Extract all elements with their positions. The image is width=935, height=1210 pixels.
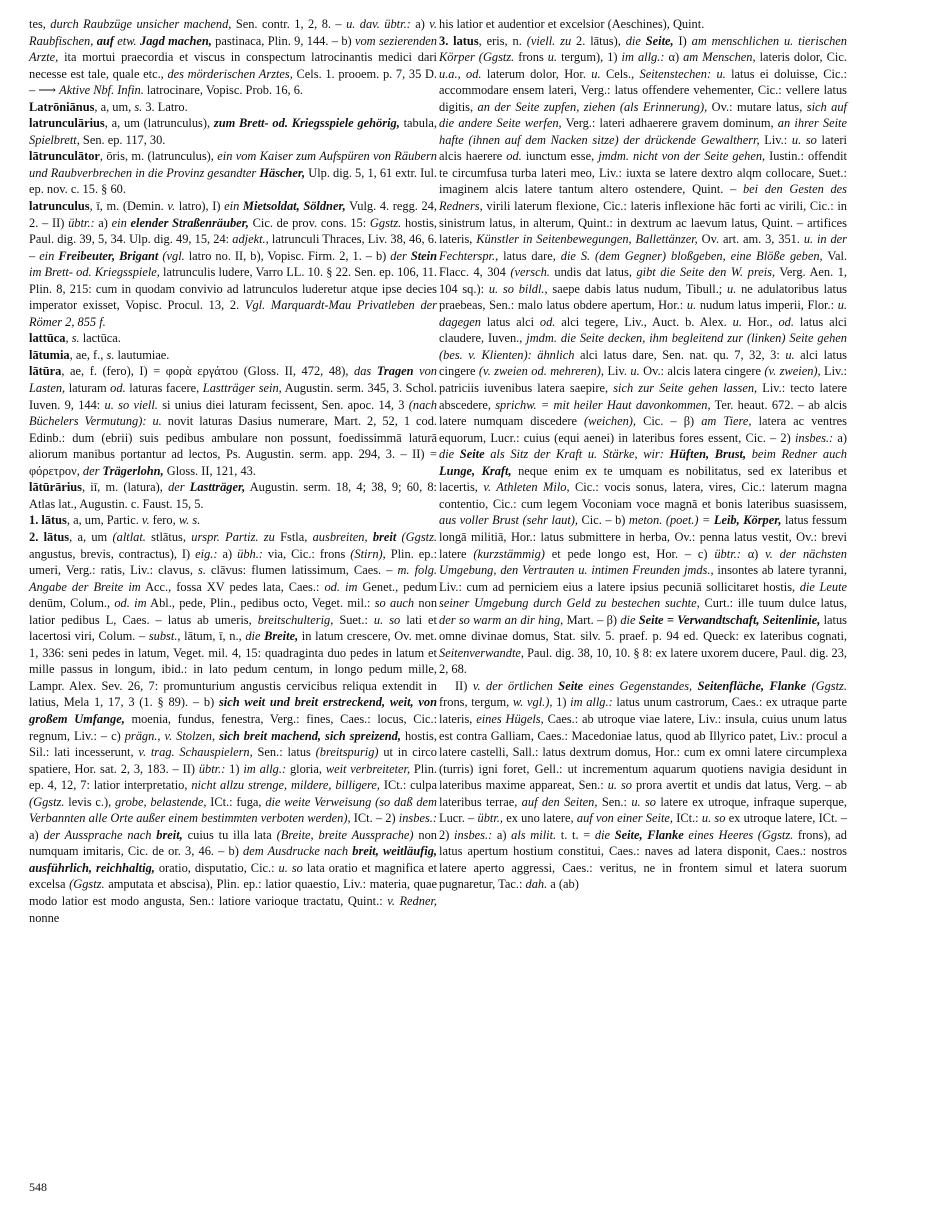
entry-latura: lātūra, ae, f. (fero), I) = φορὰ εργάτου (Gloss. II, 472, 48), das Tragen von Lasten, laturam od. laturas facere, Lastträger sein, Augustin. serm. 345, 3. Schol. Iuven. 9, 144: u. so viell. si unius diei laturam fecissent, Sen. apoc. 14, 3 (nach Büchelers Vermutung): u. novit laturas Dasius numerare, Mart. 2, 52, 1 cod. Edinb.: dum (ebrii) suis pedibus ambulare non possunt, foedissimmā laturā aliorum manibus portantur ad lectos, Ps. Augustin. serm. app. 294, 3. – II) = φόρετρον, der Trägerlohn, Gloss. II, 121, 43. (29, 364, 437, 478)
entry-paragraph: his latior et audentior et excelsior (Aeschines), Quint. (439, 17, 705, 31)
entry-latumia: lātumia, ae, f., s. lautumiae. (29, 347, 170, 362)
entry-latrunculator: lātrunculātor, ōris, m. (latrunculus), ein vom Kaiser zum Aufspüren von Räubern und Raubverbrechen in die Provinz gesandter Häscher, Ulp. dig. 5, 1, 61 extr. Iul. ep. nov. c. 15. § 60. (29, 149, 437, 197)
entry-laturarius: lātūrārius, iī, m. (latura), der Lastträger, Augustin. serm. 18, 4; 38, 9; 60, 8: Atlas lat., Augustin. c. Faust. 15, 5. (29, 480, 437, 511)
entry-latus-3-section-2: II) v. der örtlichen Seite eines Gegenstandes, Seitenfläche, Flanke (Ggstz. frons, tergum, w. vgl.), 1) im allg.: latus unum castrorum, Caes.: ex utraque parte lateris, eines Hügels, Caes.: ab utroque viae latere, Liv.: insula, cuius unum latus est contra Galliam, Caes.: Macedoniae latus, quod ab Illyrico patet, Liv.: procul a latere castelli, Sall.: latus dextrum domus, Hor.: cum ex omni latere circumplexa (turris) igni foret, Gell.: ut incrementum aquarum quotiens navigia desidunt in lateribus maxime appareat, Sen.: u. so prora avertit et undis dat latus, Verg. – ab lateribus terrae, auf den Seiten, Sen.: u. so latere ex utroque, infraque superque, Lucr. – übtr., ex uno latere, auf von einer Seite, ICt.: u. so ex utroque latere, ICt. – 2) insbes.: a) als milit. t. t. = die Seite, Flanke eines Heeres (Ggstz. frons), ad latus apertum hostium constitui, Caes.: naves ad latera disponit, Caes.: nostros latere aperto aggressi, Caes.: veritus, ne in frontem simul et latera suorum pugnaretur, Tac.: dah. a (ab) (439, 678, 848, 892)
entry-latus-3: 3. latus, eris, n. (viell. zu 2. lātus), die Seite, I) am menschlichen u. tierischen Körper (Ggstz. frons u. tergum), 1) im allg.: α) am Menschen, lateris dolor, Cic. u.a., od. laterum dolor, Hor. u. Cels., Seitenstechen: u. latus ei doluisse, Cic.: accommodare ensem lateri, Verg.: latus offendere vehementer, Cic.: vellere latus digitis, an der Seite zupfen, ziehen (als Erinnerung), Ov.: mutare latus, sich auf die andere Seite werfen, Verg.: lateri adhaerere gravem dominum, an ihrer Seite hafte (ihnen auf dem Nacken sitze) der drückende Gewaltherr, Liv.: u. so lateri alcis haerere od. iunctum esse, jmdm. nicht von der Seite gehen, Iustin.: offendit te circumfusa turba lateri meo, Liv.: iuxta se latere dextro alqm collocare, Suet.: imaginem alcis latere tantum altero ostendere, Quint. – bei den Gesten des Redners, virili laterum flexione, Cic.: lateris inflexione hāc forti ac virili, Cic.: in sinistrum latus, in alterum, Quint.: in dextrum ac laevum latus, Quint. – artifices lateris, Künstler in Seitenbewegungen, Ballettänzer, Ov. art. am. 3, 351. u. in der Fechterspr., latus dare, die S. (dem Gegner) bloßgeben, eine Blöße geben, Val. Flacc. 4, 304 (versch. undis dat latus, gibt die Seite den W. preis, Verg. Aen. 1, 104 sq.): u. so bildl., saepe dabis latus nudum, Tibull.; u. ne adulatoribus latus praebeas, Sen.: malo latus obdere apertum, Hor.: u. nudum latus imperii, Flor.: u. dagegen latus alci od. alci tegere, Liv., Auct. b. Alex. u. Hor., od. latus alci claudere, Iuven., jmdm. die Seite decken, ihm begleitend zur (linken) Seite gehen (bes. v. Klienten): ähnlich alci latus dare, Sen. nat. qu. 7, 32, 3: u. alci latus cingere (v. zweien od. mehreren), Liv. u. Ov.: alcis latera cingere (v. zweien), Liv.: patriciis iuvenibus latera saepire, sich zur Seite gehen lassen, Liv.: tecto latere abscedere, sprichw. = mit heiler Haut davonkommen, Ter. heaut. 672. – ab alcis latere numquam discedere (weichen), Cic. – β) am Tiere, latera ac ventres equorum, Lucr.: cuius (equi aenei) in lateribus fores essent, Cic. – 2) insbes.: a) die Seite als Sitz der Kraft u. Stärke, wir: Hüften, Brust, beim Redner auch Lunge, Kraft, neque enim ex te umquam es nobilitatus, sed ex lateribus et lacertis, v. Athleten Milo, Cic.: vocis sonus, latera, vires, Cic.: laterum magna contentio, Cic.: cum legem Voconiam voce magnā et bonis lateribus suasissem, aus voller Brust (sehr laut), Cic. – b) meton. (poet.) = Leib, Körper, latus fessum longā militiā, Hor.: latus submittere in herba, Ov.: penna latus vestit, Ov.: brevi latere (kurzstämmig) et pede longo est, Hor. – c) übtr.: α) v. der nächsten Umgebung, den Vertrauten u. intimen Freunden jmds., insontes ab latere tyranni, Liv.: cum ad perniciem eius a latere ipsius pecuniā sollicitaret hostis, die Leute seiner Umgebung durch Geld zu bestechen suchte, Curt.: ille tuum dulce latus, der so warm an dir hing, Mart. – β) die Seite = Verwandtschaft, Seitenlinie, latus omne divinae domus, Stat. silv. 5. praef. p. 94 ed. Queck: ex lateribus cognati, Seitenverwandte, Paul. dig. 38, 10, 10. § 8: ex latere uxorem ducere, Paul. dig. 23, 2, 68. (439, 33, 848, 677)
entry-latus-2: 2. lātus, a, um (altlat. stlātus, urspr. Partiz. zu Fstla, ausbreiten, breit (Ggstz. angustus, brevis, contractus), I) eig.: a) übh.: via, Cic.: frons (Stirn), Plin. ep.: umeri, Verg.: ratis, Liv.: clavus, s. clāvus: flumen latissimum, Caes. – m. folg. Angabe der Breite im Acc., fossa XV pedes lata, Caes.: od. im Genet., pedum denūm, Colum., od. im Abl., pede, Plin., pedibus octo, Veget. mil.: so auch non latior pedibus L, Caes. – latus ab umeris, breitschulterig, Suet.: u. so lati et lacertosi viri, Colum. – subst., lātum, ī, n., die Breite, in latum crescere, Ov. met. 1, 336: seni pedes in latum, Veget. mil. 4, 15: quadraginta duo pedes in latum et mille passus in longum, ibid.: in lato pedum centum, in longo pedum mille, Lampr. Alex. Sev. 26, 7: promunturium angustis cervicibus reliqua extendit in latius, Mela 1, 17, 3 (1. § 89). – b) sich weit und breit erstreckend, weit, von großem Umfange, moenia, fundus, fenestra, Verg.: fines, Caes.: locus, Cic.: regnum, Liv.: – c) prägn., v. Stolzen, sich breit machend, sich spreizend, hostis, Sil.: lati incesserunt, v. trag. Schauspielern, Sen.: latus (breitspurig) ut in circo spatiere, Hor. sat. 2, 3, 183. – II) übtr.: 1) im allg.: gloria, weit verbreiteter, Plin. ep. 4, 12, 7: latior interpretatio, nicht allzu strenge, mildere, billigere, ICt.: culpa (Ggstz. levis c.), grobe, belastende, ICt.: fuga, die weite Verweisung (so daß dem Verbannten alle Orte außer einem bestimmten verboten werden), ICt. – 2) insbes.: a) der Aussprache nach breit, cuius tu illa lata (Breite, breite Aussprache) non numquam imitaris, Cic. de or. 3, 46. – b) dem Ausdrucke nach breit, weitläufig, ausführlich, reichhaltig, oratio, disputatio, Cic.: u. so lata oratio et magnifica et excelsa (Ggstz. amputata et abscisa), Plin. ep.: latior quaestio, Liv.: materia, quae modo latior est modo angusta, Sen.: latiore varioque tractatu, Quint.: v. Redner, nonne (29, 529, 438, 925)
left-column (29, 16, 437, 926)
entry-lattuca: lattūca, s. lactūca. (29, 331, 121, 346)
entry-latruncularius: latrunculārius, a, um (latrunculus), zum Brett- od. Kriegsspiele gehörig, tabula, Spielbrett, Sen. ep. 117, 30. (29, 116, 437, 147)
page-number: 548 (29, 1180, 47, 1194)
right-column (439, 16, 847, 893)
entry-latrunculus: latrunculus, ī, m. (Demin. v. latro), I) ein Mietsoldat, Söldner, Vulg. 4. regg. 24, 2. – II) übtr.: a) ein elender Straßenräuber, Cic. de prov. cons. 15: Ggstz. hostis, Paul. dig. 39, 5, 34. Ulp. dig. 49, 15, 24: adjekt., latrunculi Thraces, Liv. 38, 46, 6. – ein Freibeuter, Brigant (vgl. latro no. II, b), Vopisc. Firm. 2, 1. – b) der Stein im Brett- od. Kriegsspiele, latrunculis ludere, Varro LL. 10. § 22. Sen. ep. 106, 11. Plin. 8, 215: cum in quodam convivio ad latrunculos luderetur atque ipse decies imperator exisset, Vopisc. Procul. 13, 2. Vgl. Marquardt-Mau Privatleben der Römer 2, 855 f. (29, 199, 437, 329)
entry-latronianus: Latrōniānus, a, um, s. 3. Latro. (29, 99, 188, 114)
entry-paragraph: tes, durch Raubzüge unsicher machend, Sen. contr. 1, 2, 8. – u. dav. übtr.: a) v. Raubfischen, auf etw. Jagd machen, pastinaca, Plin. 9, 144. – b) vom sezierenden Arzte, ita mortui praecordia et viscus in conspectum latrocinantis medici dari necesse est tale, quale etc., des mörderischen Arztes, Cels. 1. prooem. p. 7, 35 D. – ⟶ Aktive Nbf. Infin. latrocinare, Vopisc. Prob. 16, 6. (29, 17, 437, 98)
entry-latus-1: 1. lātus, a, um, Partic. v. fero, w. s. (29, 513, 201, 528)
